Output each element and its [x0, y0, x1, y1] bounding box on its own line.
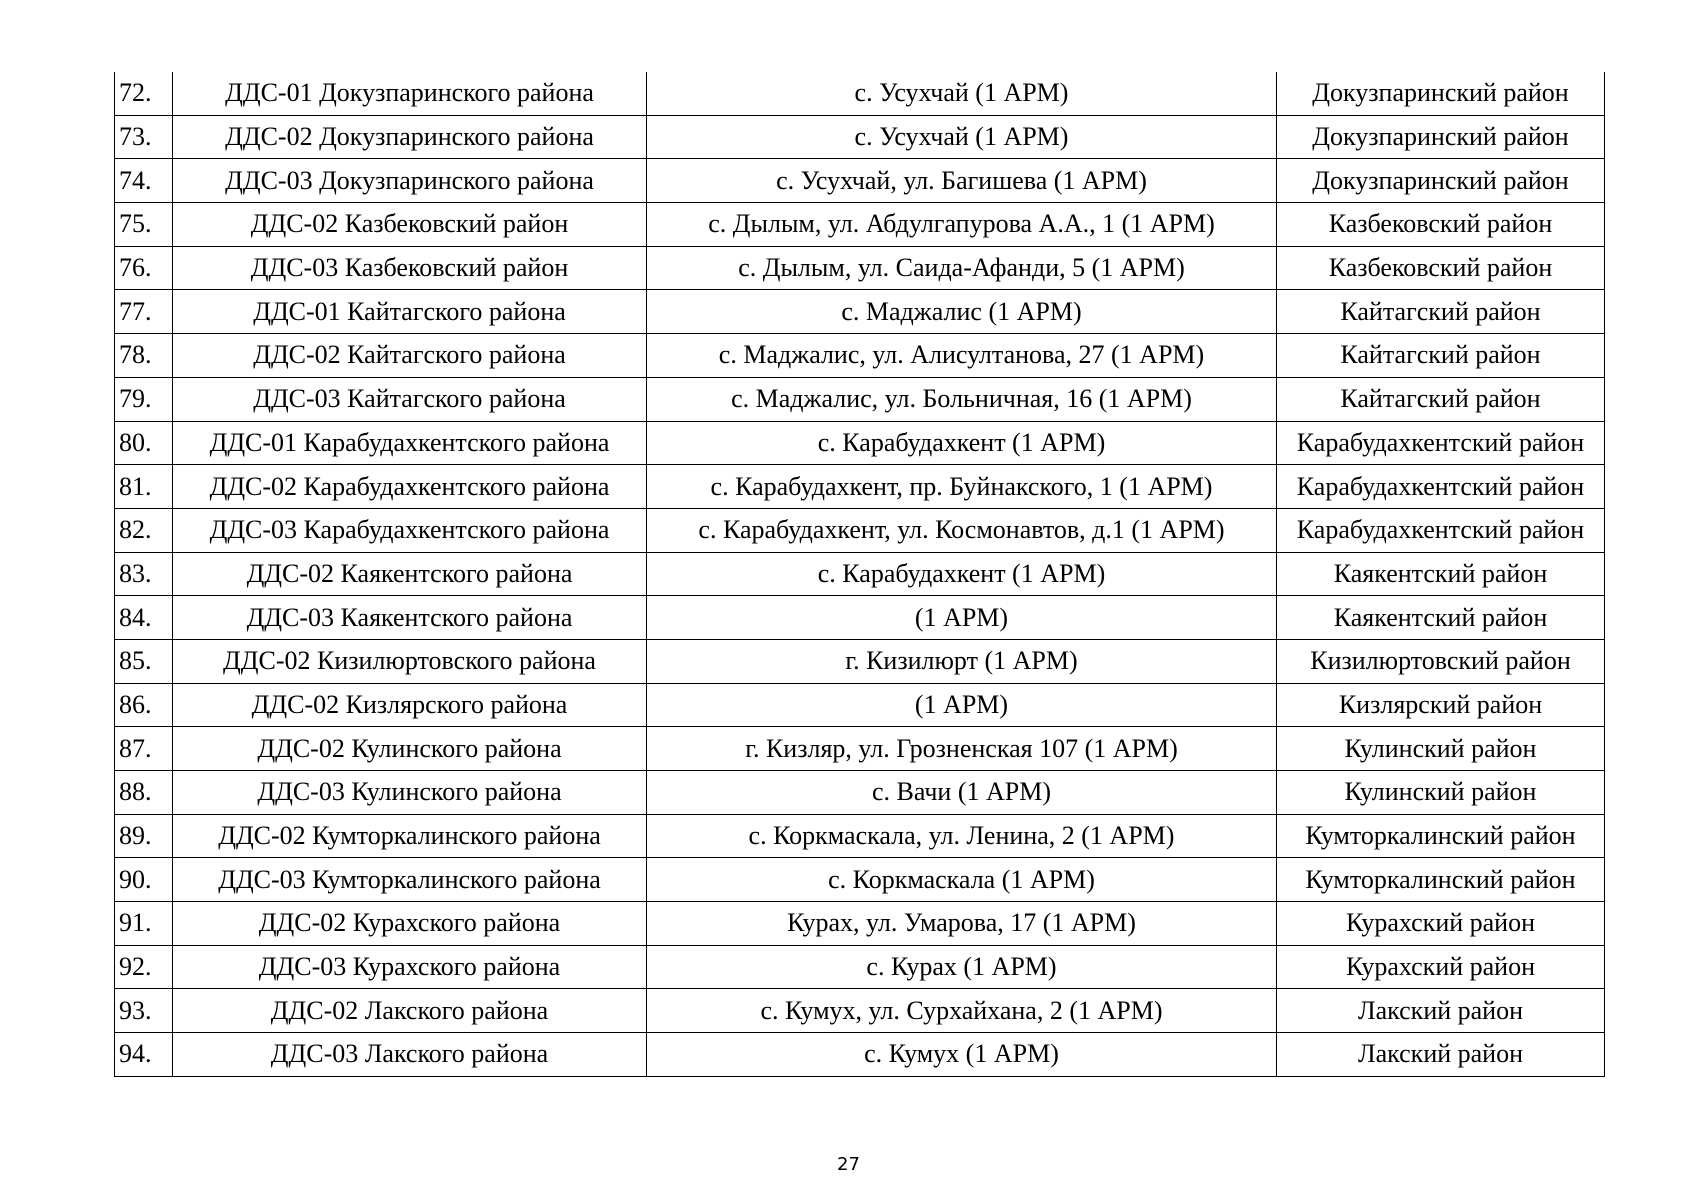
dispatch-service-name: ДДС-03 Кулинского района [173, 771, 647, 815]
district-name: Кулинский район [1277, 771, 1605, 815]
registry-table [114, 72, 1605, 1077]
location-address: с. Карабудахкент, ул. Космонавтов, д.1 (1 АРМ) [647, 508, 1277, 552]
dispatch-service-name: ДДС-02 Кумторкалинского района [173, 814, 647, 858]
district-name: Докузпаринский район [1277, 72, 1605, 115]
district-name: Лакский район [1277, 989, 1605, 1033]
table-row [115, 377, 1605, 421]
page-number: 27 [837, 1154, 860, 1175]
row-number: 72. [115, 72, 173, 115]
row-number: 81. [115, 465, 173, 509]
location-address: с. Усухчай (1 АРМ) [647, 72, 1277, 115]
district-name: Лакский район [1277, 1033, 1605, 1077]
table-row [115, 115, 1605, 159]
dispatch-service-name: ДДС-02 Кайтагского района [173, 334, 647, 378]
dispatch-service-name: ДДС-03 Лакского района [173, 1033, 647, 1077]
dispatch-service-name: ДДС-02 Карабудахкентского района [173, 465, 647, 509]
row-number: 77. [115, 290, 173, 334]
dispatch-service-name: ДДС-01 Кайтагского района [173, 290, 647, 334]
table-row [115, 639, 1605, 683]
location-address: с. Маджалис, ул. Алисултанова, 27 (1 АРМ) [647, 334, 1277, 378]
dispatch-service-name: ДДС-01 Карабудахкентского района [173, 421, 647, 465]
district-name: Каякентский район [1277, 552, 1605, 596]
row-number: 76. [115, 246, 173, 290]
table-row [115, 596, 1605, 640]
district-name: Карабудахкентский район [1277, 421, 1605, 465]
row-number: 94. [115, 1033, 173, 1077]
dispatch-service-name: ДДС-03 Кумторкалинского района [173, 858, 647, 902]
location-address: с. Коркмаскала (1 АРМ) [647, 858, 1277, 902]
dispatch-service-name: ДДС-02 Курахского района [173, 902, 647, 946]
table-row [115, 334, 1605, 378]
dispatch-service-name: ДДС-02 Казбековский район [173, 203, 647, 247]
table-row [115, 989, 1605, 1033]
district-name: Кайтагский район [1277, 290, 1605, 334]
location-address: с. Маджалис, ул. Больничная, 16 (1 АРМ) [647, 377, 1277, 421]
district-name: Кизлярский район [1277, 683, 1605, 727]
location-address: г. Кизилюрт (1 АРМ) [647, 639, 1277, 683]
location-address: с. Усухчай (1 АРМ) [647, 115, 1277, 159]
location-address: с. Дылым, ул. Саида-Афанди, 5 (1 АРМ) [647, 246, 1277, 290]
district-name: Курахский район [1277, 902, 1605, 946]
location-address: (1 АРМ) [647, 683, 1277, 727]
row-number: 87. [115, 727, 173, 771]
location-address: с. Карабудахкент (1 АРМ) [647, 421, 1277, 465]
row-number: 89. [115, 814, 173, 858]
dispatch-service-name: ДДС-03 Карабудахкентского района [173, 508, 647, 552]
location-address: с. Кумух, ул. Сурхайхана, 2 (1 АРМ) [647, 989, 1277, 1033]
table-row [115, 290, 1605, 334]
location-address: с. Коркмаскала, ул. Ленина, 2 (1 АРМ) [647, 814, 1277, 858]
district-name: Кайтагский район [1277, 377, 1605, 421]
location-address: (1 АРМ) [647, 596, 1277, 640]
row-number: 91. [115, 902, 173, 946]
table-row [115, 552, 1605, 596]
table-row [115, 727, 1605, 771]
dispatch-service-name: ДДС-03 Каякентского района [173, 596, 647, 640]
location-address: с. Усухчай, ул. Багишева (1 АРМ) [647, 159, 1277, 203]
row-number: 75. [115, 203, 173, 247]
dispatch-service-name: ДДС-03 Казбековский район [173, 246, 647, 290]
table-row [115, 72, 1605, 115]
registry-table-body [115, 72, 1605, 1076]
dispatch-service-name: ДДС-02 Докузпаринского района [173, 115, 647, 159]
table-row [115, 683, 1605, 727]
table-row [115, 1033, 1605, 1077]
dispatch-service-name: ДДС-03 Кайтагского района [173, 377, 647, 421]
table-row [115, 902, 1605, 946]
row-number: 93. [115, 989, 173, 1033]
location-address: с. Маджалис (1 АРМ) [647, 290, 1277, 334]
row-number: 80. [115, 421, 173, 465]
row-number: 90. [115, 858, 173, 902]
table-row [115, 465, 1605, 509]
table-row [115, 246, 1605, 290]
district-name: Каякентский район [1277, 596, 1605, 640]
row-number: 82. [115, 508, 173, 552]
location-address: с. Курах (1 АРМ) [647, 945, 1277, 989]
dispatch-service-name: ДДС-02 Кизлярского района [173, 683, 647, 727]
district-name: Карабудахкентский район [1277, 508, 1605, 552]
district-name: Казбековский район [1277, 203, 1605, 247]
table-row [115, 858, 1605, 902]
table-row [115, 421, 1605, 465]
district-name: Карабудахкентский район [1277, 465, 1605, 509]
district-name: Кизилюртовский район [1277, 639, 1605, 683]
table-row [115, 814, 1605, 858]
district-name: Кумторкалинский район [1277, 814, 1605, 858]
table-row [115, 771, 1605, 815]
table-row [115, 945, 1605, 989]
district-name: Курахский район [1277, 945, 1605, 989]
dispatch-service-name: ДДС-03 Курахского района [173, 945, 647, 989]
district-name: Казбековский район [1277, 246, 1605, 290]
row-number: 92. [115, 945, 173, 989]
district-name: Кумторкалинский район [1277, 858, 1605, 902]
location-address: с. Дылым, ул. Абдулгапурова А.А., 1 (1 АРМ) [647, 203, 1277, 247]
district-name: Кайтагский район [1277, 334, 1605, 378]
location-address: г. Кизляр, ул. Грозненская 107 (1 АРМ) [647, 727, 1277, 771]
district-name: Докузпаринский район [1277, 159, 1605, 203]
district-name: Докузпаринский район [1277, 115, 1605, 159]
location-address: Курах, ул. Умарова, 17 (1 АРМ) [647, 902, 1277, 946]
dispatch-service-name: ДДС-02 Лакского района [173, 989, 647, 1033]
row-number: 74. [115, 159, 173, 203]
row-number: 84. [115, 596, 173, 640]
dispatch-service-name: ДДС-01 Докузпаринского района [173, 72, 647, 115]
row-number: 88. [115, 771, 173, 815]
location-address: с. Карабудахкент, пр. Буйнакского, 1 (1 АРМ) [647, 465, 1277, 509]
location-address: с. Вачи (1 АРМ) [647, 771, 1277, 815]
location-address: с. Кумух (1 АРМ) [647, 1033, 1277, 1077]
table-row [115, 508, 1605, 552]
dispatch-service-name: ДДС-02 Кизилюртовского района [173, 639, 647, 683]
location-address: с. Карабудахкент (1 АРМ) [647, 552, 1277, 596]
dispatch-service-name: ДДС-02 Кулинского района [173, 727, 647, 771]
row-number: 79. [115, 377, 173, 421]
row-number: 86. [115, 683, 173, 727]
dispatch-service-name: ДДС-02 Каякентского района [173, 552, 647, 596]
dispatch-service-name: ДДС-03 Докузпаринского района [173, 159, 647, 203]
row-number: 85. [115, 639, 173, 683]
table-row [115, 159, 1605, 203]
row-number: 73. [115, 115, 173, 159]
row-number: 83. [115, 552, 173, 596]
district-name: Кулинский район [1277, 727, 1605, 771]
row-number: 78. [115, 334, 173, 378]
table-row [115, 203, 1605, 247]
